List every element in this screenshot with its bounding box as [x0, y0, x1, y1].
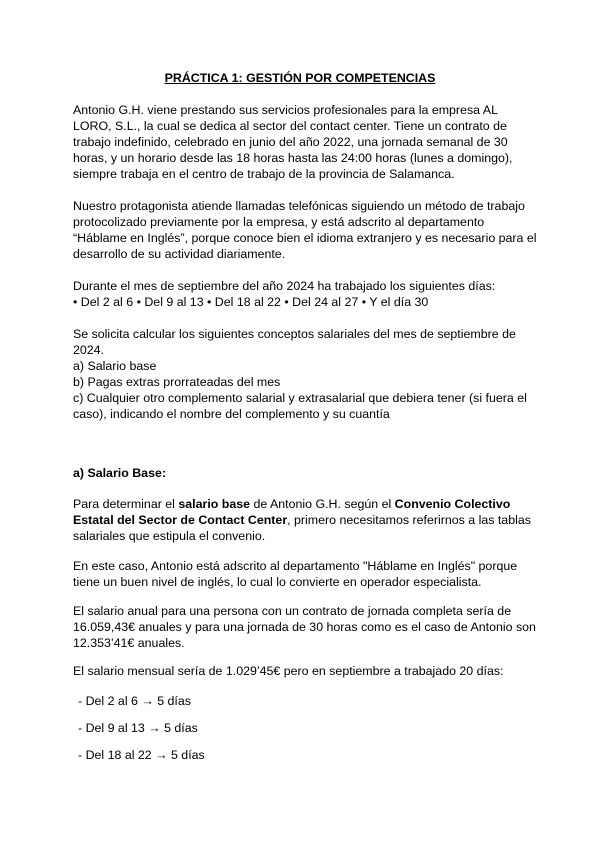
para2-line: desarrollo de su actividad diariamente.	[73, 247, 286, 261]
para4-line: 2024.	[73, 343, 105, 357]
intro-line: Antonio G.H. viene prestando sus servicios profesionales para la empresa AL	[73, 103, 498, 117]
para2-line: “Háblame en Inglés”, porque conoce bien el idioma extranjero y es necesario para el	[73, 231, 537, 245]
section-a-p1-line3: salariales que estipula el convenio.	[73, 529, 266, 543]
section-a-p3-line: 16.059,43€ anuales y para una jornada de 30 horas como es el caso de Antonio son	[73, 620, 536, 634]
para3-line: Durante el mes de septiembre del año 2024 ha trabajado los siguientes días:	[73, 279, 496, 293]
day-range-item: - Del 2 al 6 → 5 días	[78, 694, 191, 708]
para4-line: Se solicita calcular los siguientes conceptos salariales del mes de septiembre de	[73, 327, 516, 341]
question-item: caso), indicando el nombre del complemento y su cuantía	[73, 407, 390, 421]
section-a-p4: El salario mensual sería de 1.029’45€ pero en septiembre a trabajado 20 días:	[73, 664, 504, 678]
para2-line: protocolizado previamente por la empresa, y está adscrito al departamento	[73, 215, 485, 229]
intro-line: siempre trabaja en el centro de trabajo de la provincia de Salamanca.	[73, 167, 455, 181]
day-range-item: - Del 9 al 13 → 5 días	[78, 721, 198, 735]
section-a-p2-line: tiene un buen nivel de inglés, lo cual lo convierte en operador especialista.	[73, 575, 482, 589]
intro-line: trabajo indefinido, celebrado en junio del año 2022, una jornada semanal de 30	[73, 135, 508, 149]
question-item: b) Pagas extras prorrateadas del mes	[73, 375, 281, 389]
intro-line: horas, y un horario desde las 18 horas hasta las 24:00 horas (lunes a domingo),	[73, 151, 513, 165]
section-a-p1-line1: Para determinar el salario base de Antonio G.H. según el Convenio Colectivo	[73, 497, 511, 511]
question-item: c) Cualquier otro complemento salarial y extrasalarial que debiera tener (si fuera el	[73, 391, 527, 405]
para2-line: Nuestro protagonista atiende llamadas telefónicas siguiendo un método de trabajo	[73, 199, 525, 213]
section-a-p3-line: El salario anual para una persona con un contrato de jornada completa sería de	[73, 604, 512, 618]
day-range-item: - Del 18 al 22 → 5 días	[78, 748, 205, 762]
question-item: a) Salario base	[73, 359, 157, 373]
section-heading: a) Salario Base:	[73, 466, 166, 480]
intro-line: LORO, S.L., la cual se dedica al sector del contact center. Tiene un contrato de	[73, 119, 507, 133]
section-a-p3-line: 12.353’41€ anuales.	[73, 636, 185, 650]
days-worked-list: • Del 2 al 6 • Del 9 al 13 • Del 18 al 22 • Del 24 al 27 • Y el día 30	[73, 295, 429, 309]
section-a-p1-line2: Estatal del Sector de Contact Center, primero necesitamos referirnos a las tablas	[73, 513, 531, 527]
section-a-p2-line: En este caso, Antonio está adscrito al departamento "Háblame en Inglés" porque	[73, 559, 518, 573]
page-title: PRÁCTICA 1: GESTIÓN POR COMPETENCIAS	[164, 71, 436, 85]
